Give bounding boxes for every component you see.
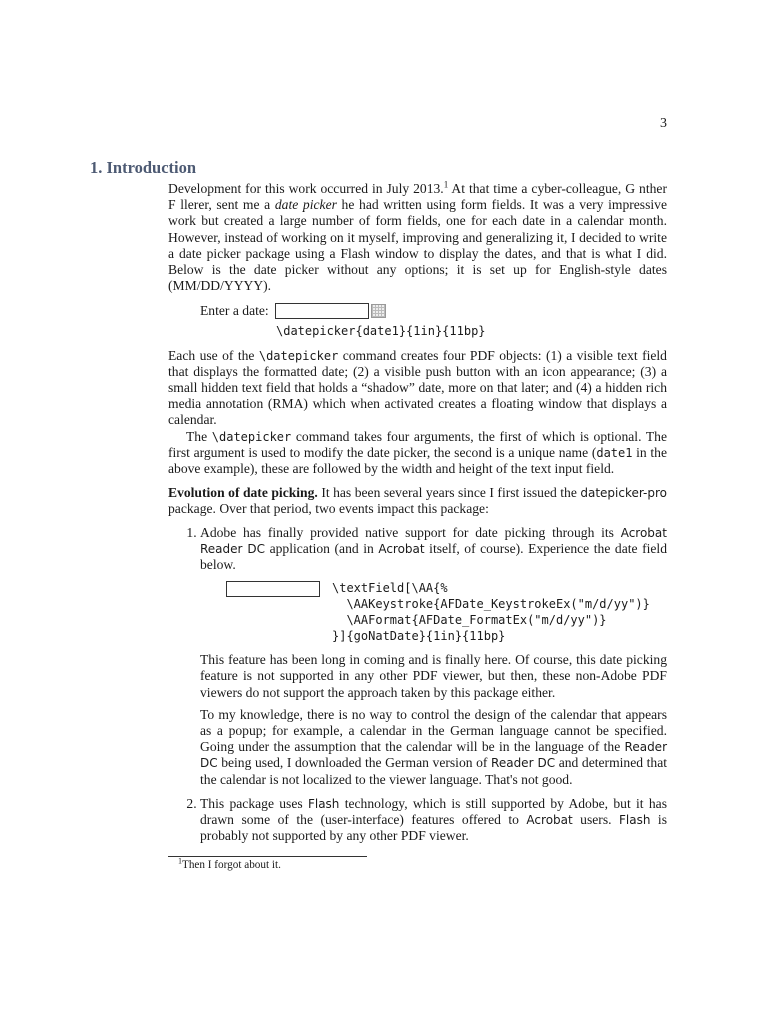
events-list — [168, 525, 667, 845]
date-input-field[interactable] — [275, 303, 369, 319]
product-name: Flash — [307, 796, 340, 811]
code-line: }]{goNatDate}{1in}{11bp} — [332, 629, 506, 644]
evolution-paragraph — [168, 485, 667, 517]
text-run: being used, I downloaded the German version of — [217, 755, 492, 771]
text-run: This package uses — [200, 795, 308, 811]
footnote-marker[interactable]: 1 — [443, 179, 449, 190]
text-run: command creates four PDF objects: (1) a visible text field that displays the formatted date; (2) a visible push button with an icon appearance; (3) a small hidden text field that holds a “shadow” date, more on that later; and (4) a hidden rich media annotation (RMA) which when activated creates a floating window that displays a calendar. — [168, 347, 667, 428]
text-run: and determined that the calendar is not localized to the viewer language. That's not good. — [200, 755, 668, 787]
code-line: \textField[\AA{% — [332, 581, 448, 596]
list-item-paragraph — [200, 796, 667, 845]
text-run: It has been several years since I first issued the — [317, 485, 581, 501]
product-name: Acrobat — [378, 541, 425, 556]
text-run: command takes four arguments, the first of which is optional. The first argument is used to modify the date picker, the second is a unique name ( — [168, 428, 667, 460]
list-item-paragraph — [200, 525, 667, 574]
list-item-paragraph — [200, 707, 667, 788]
text-run: The — [186, 428, 212, 444]
code-line: \AAKeystroke{AFDate_KeystrokeEx("m/d/yy")} — [332, 597, 650, 612]
arguments-paragraph — [168, 429, 667, 478]
text-run: At that time a cyber-colleague, G nther F llerer, sent me a — [168, 181, 667, 213]
objects-paragraph — [168, 348, 667, 429]
list-item — [200, 525, 667, 788]
body-text — [168, 181, 667, 853]
text-run: To my knowledge, there is no way to control the design of the calendar that appears as a popup; for example, a calendar in the German language cannot be specified. Going under the assumption that the calendar will be in the language of the — [200, 706, 667, 755]
emphasis-text: date picker — [274, 197, 337, 213]
text-run: he had written using form fields. It was a very impressive work but created a large number of form fields, one for each date in a calendar month. However, instead of working on it myself, improving and generalizing it, I decided to write a date picker package using a Flash window to display the dates, and that is what I did. Below is the date picker without any options; it is set up for English-style dates (MM/DD/YYYY). — [168, 197, 667, 294]
text-run: Each use of the — [168, 347, 259, 363]
run-in-heading: Evolution of date picking. — [168, 485, 318, 501]
text-run: Development for this work occurred in July 2013. — [168, 181, 444, 196]
date-label: Enter a date: — [200, 303, 269, 319]
text-run: application (and in — [265, 540, 379, 556]
code-line: \AAFormat{AFDate_FormatEx("m/d/yy")} — [332, 613, 607, 628]
footnote-text: Then I forgot about it. — [182, 859, 281, 871]
text-run: in the above example), these are followed by the width and height of the text input field. — [168, 444, 667, 477]
product-name: Reader DC — [200, 740, 667, 771]
product-name: Acrobat Reader DC — [200, 525, 667, 556]
product-name: Reader DC — [491, 756, 556, 771]
native-date-demo — [226, 580, 667, 644]
package-name: datepicker-pro — [580, 486, 668, 501]
textfield-code — [332, 580, 650, 644]
text-run: users. — [572, 812, 619, 828]
text-run: itself, of course). Experience the date field below. — [200, 540, 667, 573]
native-date-field[interactable] — [226, 581, 320, 597]
text-run: Adobe has finally provided native support for date picking through its — [200, 524, 621, 540]
footnote-rule — [168, 856, 367, 857]
text-run: technology, which is still supported by Adobe, but it has drawn some of the (user-interface) features offered to — [200, 795, 667, 828]
datepicker-code: \datepicker{date1}{1in}{11bp} — [276, 324, 486, 339]
text-run: package. Over that period, two events impact this package: — [168, 501, 489, 517]
calendar-icon[interactable] — [371, 304, 386, 318]
datepicker-demo — [200, 302, 667, 320]
intro-paragraph — [168, 181, 667, 294]
page-number: 3 — [660, 116, 667, 131]
text-run: is probably not supported by any other PDF viewer. — [200, 812, 667, 844]
footnote — [178, 856, 281, 871]
product-name: Acrobat — [526, 813, 573, 828]
product-name: Flash — [619, 813, 651, 828]
inline-code: \datepicker — [211, 429, 292, 444]
list-item — [200, 796, 667, 845]
section-heading: 1. Introduction — [90, 158, 197, 177]
list-item-paragraph: This feature has been long in coming and is finally here. Of course, this date picking feature is not supported in any other PDF viewer, but then, these non-Adobe PDF viewers do not support the approach taken by this package either. — [200, 652, 667, 700]
inline-code: date1 — [596, 445, 633, 460]
footnote-number: 1 — [178, 856, 182, 866]
inline-code: \datepicker — [258, 348, 339, 363]
